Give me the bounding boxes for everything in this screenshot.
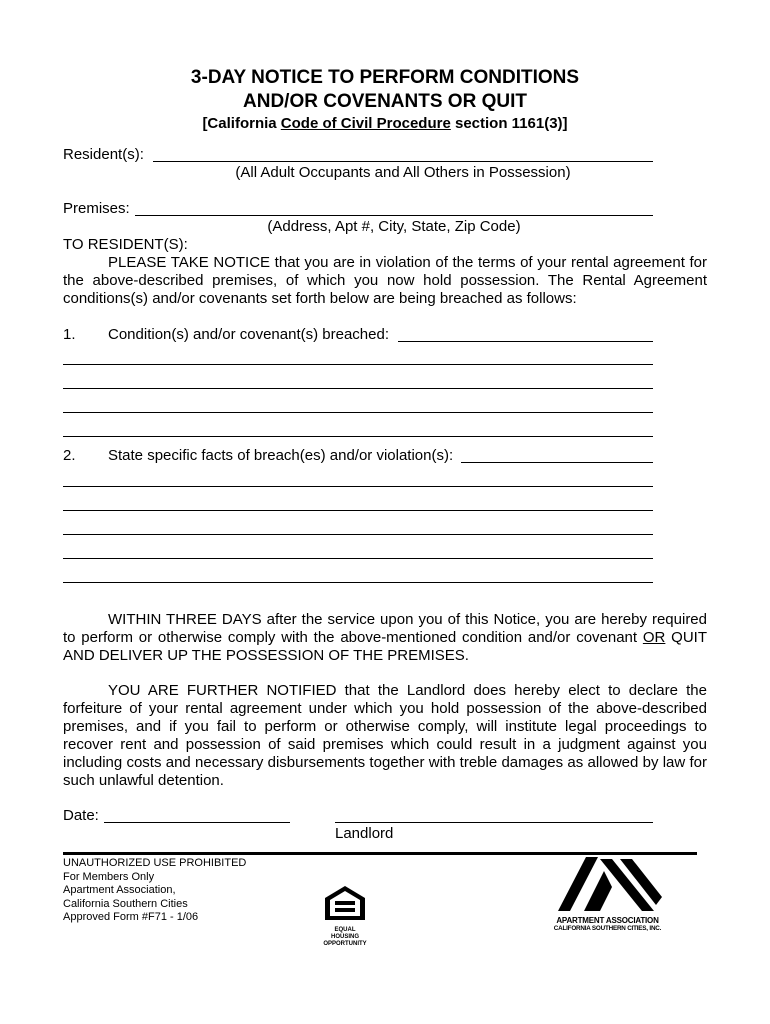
date-input-line[interactable] [104,822,290,823]
equal-housing-logo [320,884,370,947]
item-2-label: State specific facts of breach(es) and/or violation(s): [108,447,454,464]
date-label: Date: [63,807,99,824]
item-1-number: 1. [63,326,76,343]
further-text: YOU ARE FURTHER NOTIFIED that the Landlord does hereby elect to declare the forfeiture of your rental agreement under which you hold possession of the above-described premises, and if you fail to perform or otherwise comply, will institute legal proceedings to recover rent and possession of said premises which could result in a judgment against you including costs and necessary disbursements together with treble damages as allowed by law for such unlawful detention. [63,682,707,789]
premises-input-line[interactable] [135,215,653,216]
resident-hint: (All Adult Occupants and All Others in Possession) [235,164,571,181]
item-1-blank-line[interactable] [63,436,653,437]
citation-code: Code of Civil Procedure [280,115,451,132]
resident-label: Resident(s): [63,146,144,163]
eho-line-2: OPPORTUNITY [323,941,367,947]
item-2-blank-line[interactable] [63,510,653,511]
logo-line-1: APARTMENT ASSOCIATION [556,916,659,925]
premises-label: Premises: [63,200,130,217]
footer-line: For Members Only [63,870,155,883]
apartment-association-mark-icon [550,855,665,911]
footer-line: UNAUTHORIZED USE PROHIBITED [63,857,247,869]
within-three-days-paragraph [63,611,707,665]
notice-paragraph [63,254,707,308]
notice-text: PLEASE TAKE NOTICE that you are in violation of the terms of your rental agreement for the above-described premises, of which you now hold possession. The Rental Agreement conditions(s) and/or covenants set forth below are being breached as follows: [63,254,707,307]
footer-line: Apartment Association, [63,884,176,896]
citation-prefix: [California [202,115,281,132]
footer-block [63,857,246,925]
within-text-or: OR [642,629,666,646]
item-2-blank-line[interactable] [63,534,653,535]
citation-suffix: section 1161(3)] [450,115,568,132]
footer-line: California Southern Cities [63,897,188,910]
item-1-label: Condition(s) and/or covenant(s) breached: [108,326,389,343]
to-resident-heading: TO RESIDENT(S): [63,236,188,253]
item-1-blank-line[interactable] [63,364,653,365]
landlord-signature-line[interactable] [335,822,653,823]
item-2-blank-line[interactable] [63,486,653,487]
within-text-b: QUIT AND DELIVER UP THE POSSESSION OF THE PREMISES. [63,629,707,664]
item-2-blank-line[interactable] [63,558,653,559]
premises-hint: (Address, Apt #, City, State, Zip Code) [267,218,521,235]
title-line-1: 3-DAY NOTICE TO PERFORM CONDITIONS [190,67,580,88]
footer-line: Approved Form #F71 - 1/06 [63,911,199,923]
item-2-number: 2. [63,447,76,464]
further-notified-paragraph [63,682,707,790]
item-1-input-line[interactable] [398,341,653,342]
item-1-blank-line[interactable] [63,412,653,413]
within-text-a: WITHIN THREE DAYS after the service upon you of this Notice, you are hereby required to perform or otherwise comply with the above-mentioned condition and/or covenant [63,611,707,646]
item-2-input-line[interactable] [461,462,653,463]
statute-citation [0,115,770,132]
apartment-association-logo [550,855,665,940]
title-line-2: AND/OR COVENANTS OR QUIT [243,91,527,112]
eho-line-1: EQUAL HOUSING [330,927,359,940]
landlord-label: Landlord [335,825,394,842]
logo-line-2: CALIFORNIA SOUTHERN CITIES, INC. [553,925,662,932]
equal-housing-house-icon [320,884,370,922]
resident-input-line[interactable] [153,161,653,162]
item-1-blank-line[interactable] [63,388,653,389]
item-2-blank-line[interactable] [63,582,653,583]
